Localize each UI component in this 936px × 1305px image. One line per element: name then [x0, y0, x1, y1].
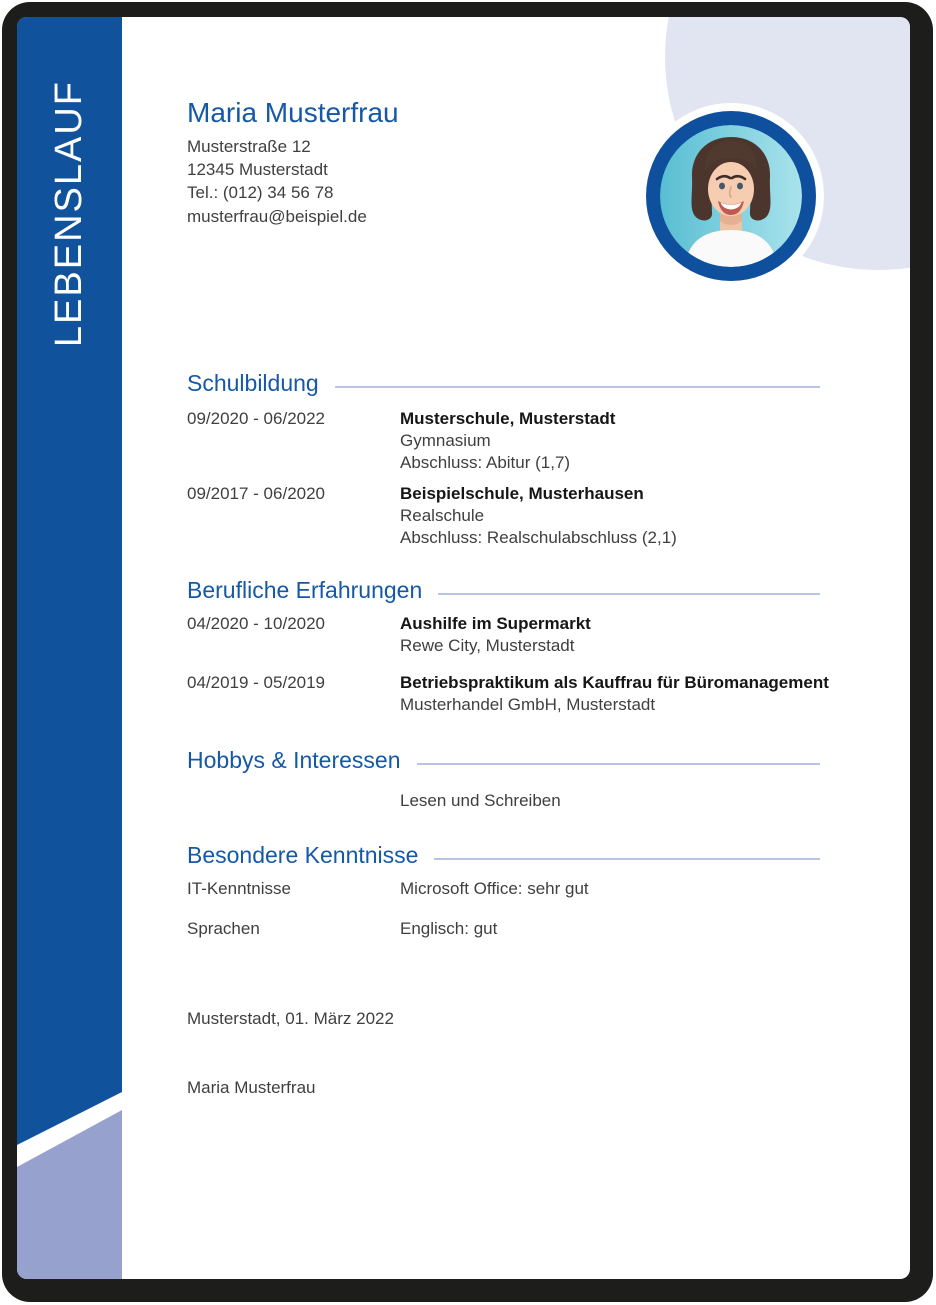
education-entry: [187, 483, 887, 549]
section-rule: [335, 386, 820, 388]
sidebar-title-text: LEBENSLAUF: [48, 80, 90, 348]
address-block: [187, 135, 399, 228]
education-entry: [187, 408, 887, 474]
entry-title: Musterschule, Musterstadt: [400, 409, 616, 428]
entry-title: Betriebspraktikum als Kauffrau für Büromanagement: [400, 673, 829, 692]
section-title: Hobbys & Interessen: [187, 747, 401, 773]
entry-body: [400, 483, 887, 549]
skill-entry: [187, 918, 887, 940]
section-rule: [417, 763, 820, 765]
person-name: Maria Musterfrau: [187, 97, 399, 128]
page-frame: [2, 2, 933, 1302]
section-heading-hobbys-interessen: [187, 745, 820, 775]
section-rule: [438, 593, 820, 595]
entry-period: 09/2020 - 06/2022: [187, 409, 326, 428]
entry-detail: Gymnasium: [400, 431, 491, 450]
section-heading-berufliche-erfahrungen: [187, 575, 820, 605]
entry-detail: Abschluss: Abitur (1,7): [400, 453, 571, 472]
entry-period: [187, 790, 400, 812]
entry-body: [400, 613, 887, 657]
entry-detail: Musterhandel GmbH, Musterstadt: [400, 695, 656, 714]
experience-entry: [187, 672, 887, 716]
experience-entry: [187, 613, 887, 657]
section-title: Berufliche Erfahrungen: [187, 577, 423, 603]
skill-value: Englisch: gut: [400, 919, 498, 938]
entry-body: [400, 672, 887, 716]
signature-name: Maria Musterfrau: [187, 1078, 316, 1097]
skill-entry: [187, 878, 887, 900]
section-title: Besondere Kenntnisse: [187, 842, 419, 868]
entry-detail: Rewe City, Musterstadt: [400, 636, 575, 655]
entry-detail: Abschluss: Realschulabschluss (2,1): [400, 528, 677, 547]
entry-title: Aushilfe im Supermarkt: [400, 614, 591, 633]
entry-period: 04/2019 - 05/2019: [187, 673, 326, 692]
entry-period: 04/2020 - 10/2020: [187, 614, 326, 633]
entry-value: Lesen und Schreiben: [400, 791, 561, 810]
address-line-phone: Tel.: (012) 34 56 78: [187, 183, 334, 203]
profile-photo: [660, 125, 802, 267]
address-line-city: 12345 Musterstadt: [187, 160, 328, 180]
skill-label: IT-Kenntnisse: [187, 879, 291, 898]
section-heading-besondere-kenntnisse: [187, 840, 820, 870]
section-heading-schulbildung: [187, 368, 820, 398]
entry-title: Beispielschule, Musterhausen: [400, 484, 644, 503]
cv-page: [17, 17, 910, 1279]
skill-value: Microsoft Office: sehr gut: [400, 879, 589, 898]
place-date: Musterstadt, 01. März 2022: [187, 1009, 394, 1028]
address-line-street: Musterstraße 12: [187, 137, 311, 156]
entry-body: [400, 408, 887, 474]
hobby-entry: [187, 790, 887, 812]
entry-period: 09/2017 - 06/2020: [187, 484, 326, 503]
avatar: [638, 103, 824, 289]
section-rule: [434, 858, 820, 860]
section-title: Schulbildung: [187, 370, 319, 396]
entry-detail: Realschule: [400, 506, 485, 525]
sidebar-title: [17, 80, 122, 348]
avatar-ring: [646, 111, 816, 281]
address-line-email: musterfrau@beispiel.de: [187, 206, 367, 226]
header: [187, 97, 399, 228]
skill-label: Sprachen: [187, 919, 260, 938]
